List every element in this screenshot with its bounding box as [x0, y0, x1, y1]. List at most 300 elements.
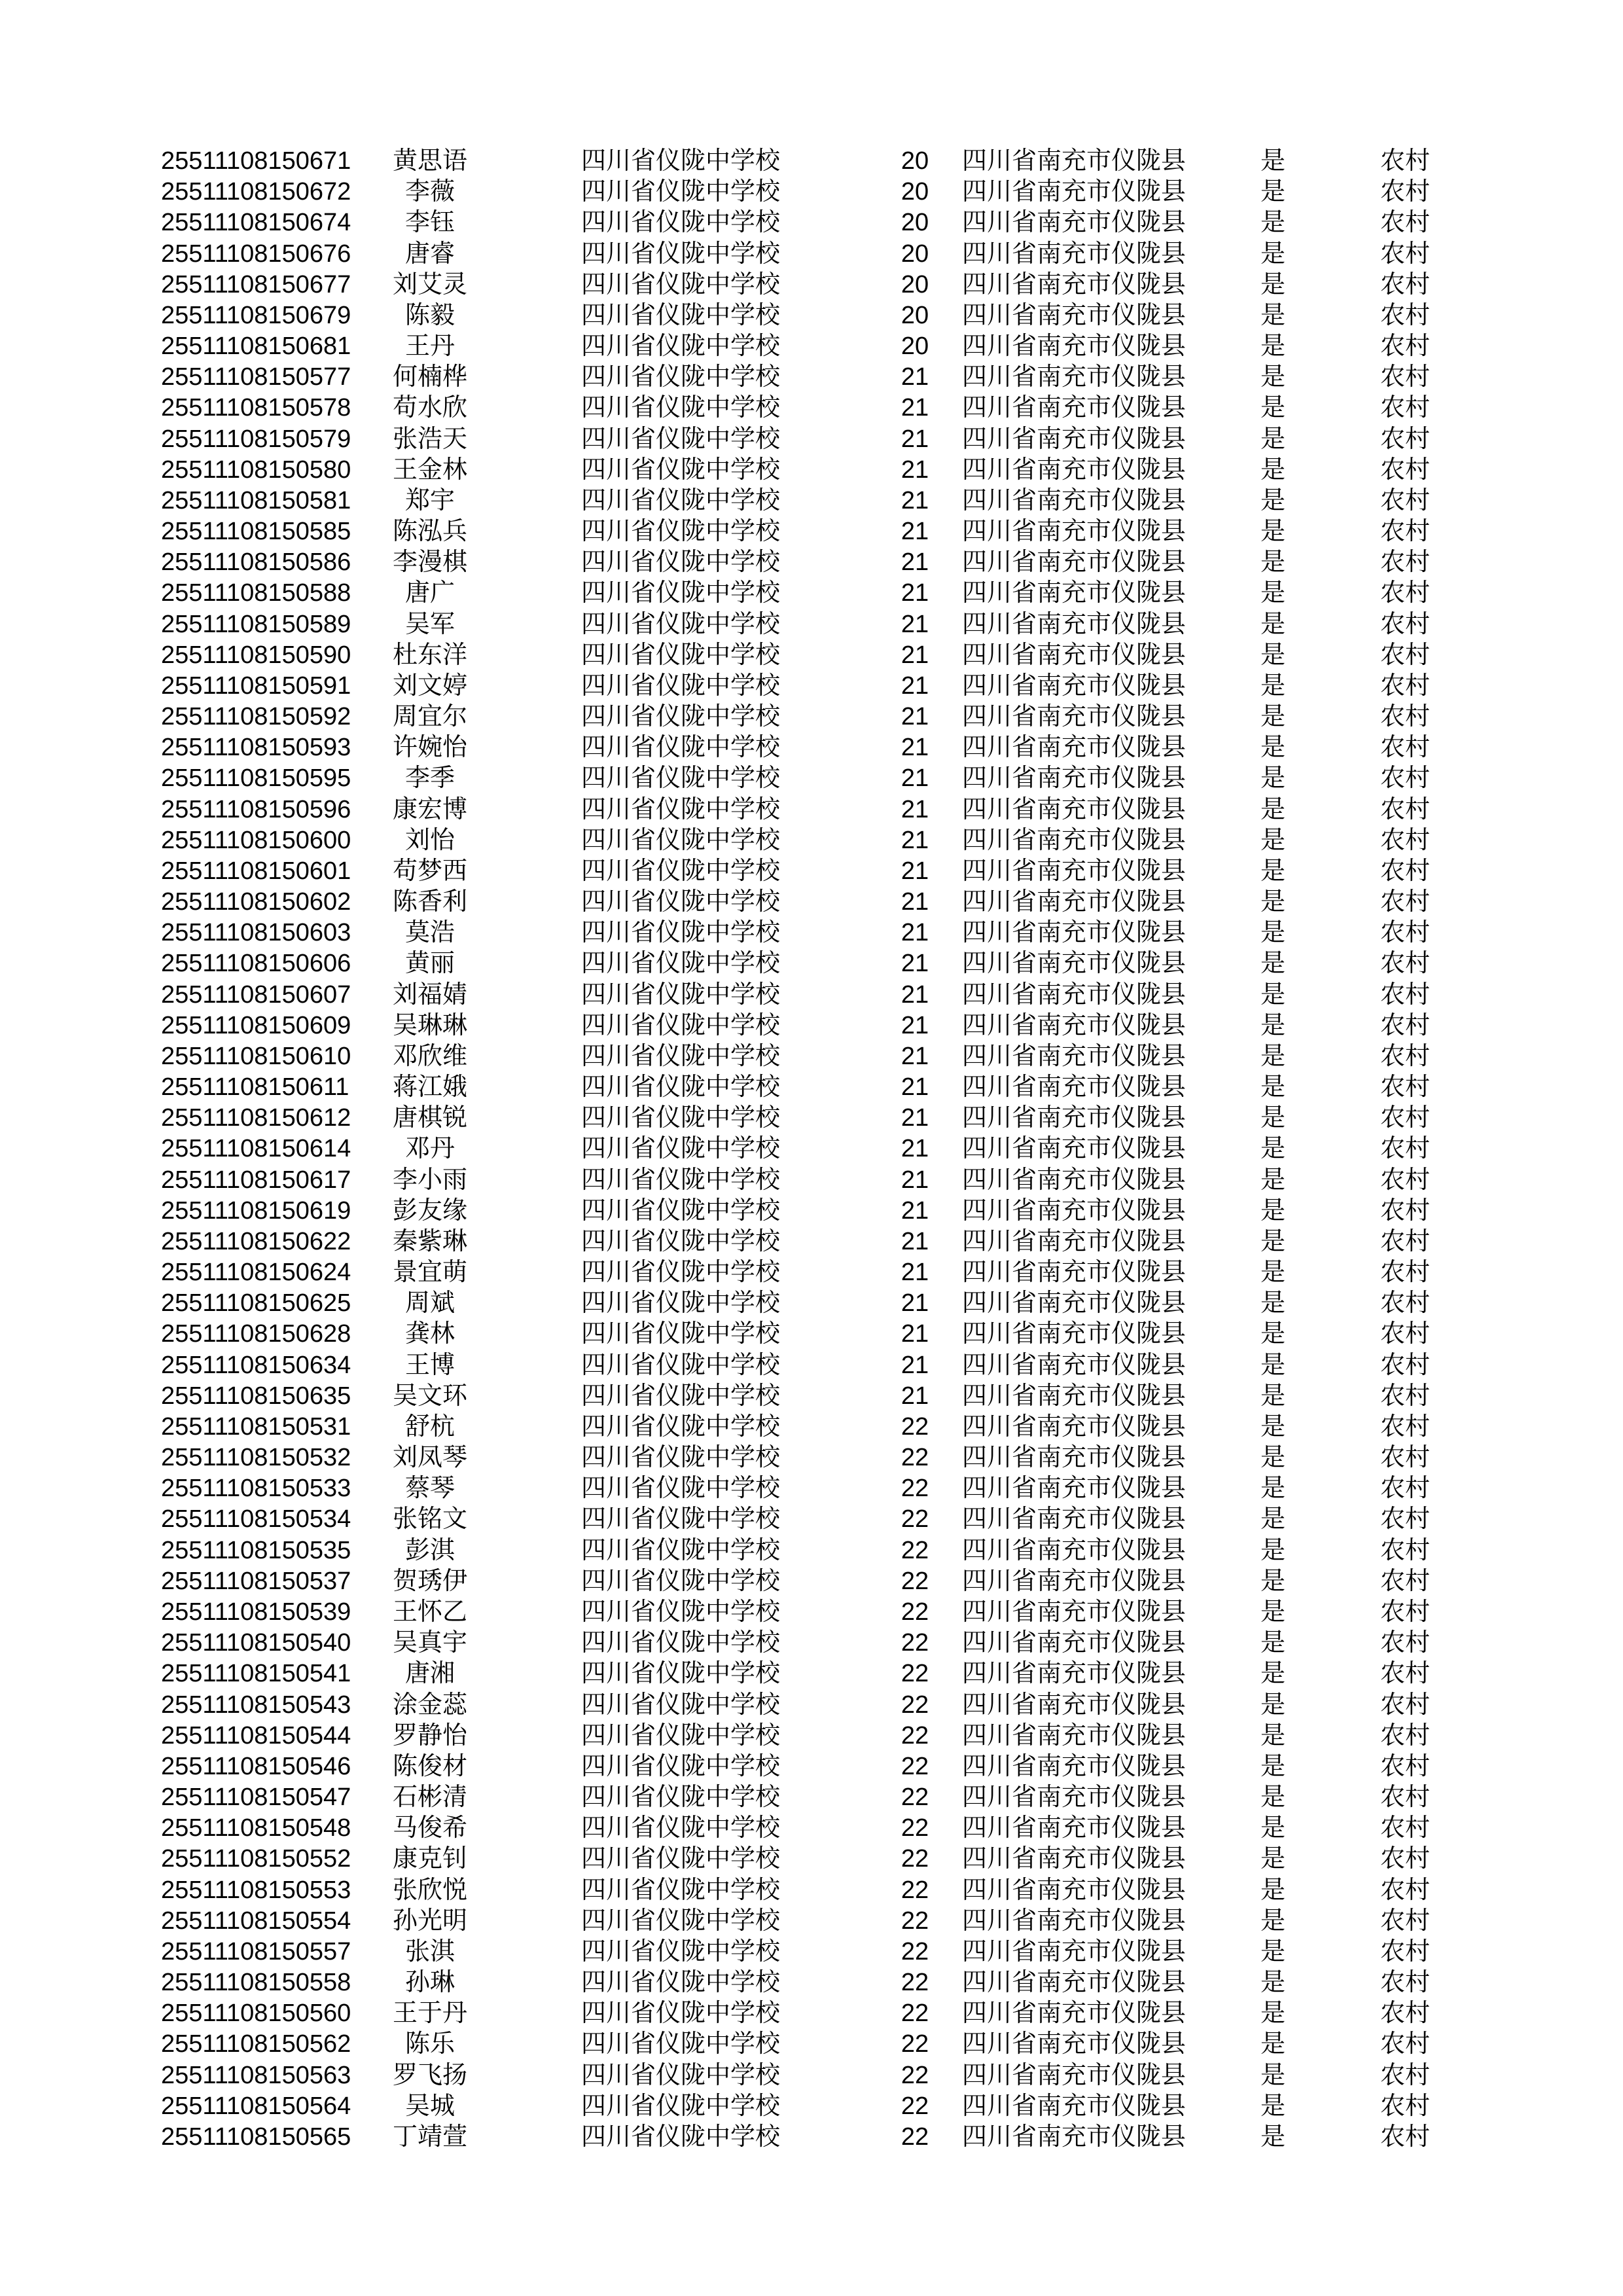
candidate-id: 25511108150546	[161, 1753, 351, 1780]
residence-value: 农村	[1380, 1568, 1430, 1595]
residence-value: 农村	[1380, 1320, 1430, 1348]
school-name: 四川省仪陇中学校	[581, 2062, 781, 2089]
number-value: 21	[901, 796, 929, 823]
candidate-name: 李薇	[404, 178, 455, 206]
school-name: 四川省仪陇中学校	[581, 579, 781, 607]
table-row	[0, 176, 1623, 207]
number-value: 21	[901, 764, 929, 792]
region-name: 四川省南充市仪陇县	[962, 1043, 1186, 1070]
region-name: 四川省南充市仪陇县	[962, 1629, 1186, 1657]
flag-value: 是	[1260, 1753, 1285, 1780]
candidate-name: 王丹	[404, 332, 455, 360]
school-name: 四川省仪陇中学校	[581, 1598, 781, 1626]
school-name: 四川省仪陇中学校	[581, 1938, 781, 1965]
table-row	[0, 1411, 1623, 1443]
table-row	[0, 794, 1623, 825]
candidate-name: 刘怡	[404, 827, 455, 854]
candidate-name: 丁靖萱	[392, 2123, 467, 2151]
school-name: 四川省仪陇中学校	[581, 425, 781, 453]
residence-value: 农村	[1380, 2030, 1430, 2058]
region-name: 四川省南充市仪陇县	[962, 518, 1186, 545]
residence-value: 农村	[1380, 641, 1430, 669]
residence-value: 农村	[1380, 1289, 1430, 1317]
table-row	[0, 762, 1623, 794]
candidate-id: 25511108150595	[161, 764, 351, 792]
school-name: 四川省仪陇中学校	[581, 1166, 781, 1194]
flag-value: 是	[1260, 1660, 1285, 1687]
candidate-name: 邓欣维	[392, 1043, 467, 1070]
table-row	[0, 2090, 1623, 2122]
flag-value: 是	[1260, 734, 1285, 761]
region-name: 四川省南充市仪陇县	[962, 487, 1186, 514]
flag-value: 是	[1260, 703, 1285, 730]
candidate-id: 25511108150590	[161, 641, 351, 669]
candidate-id: 25511108150580	[161, 456, 351, 484]
candidate-name: 陈毅	[404, 302, 455, 329]
candidate-id: 25511108150586	[161, 548, 351, 576]
candidate-name: 吴城	[404, 2092, 455, 2120]
region-name: 四川省南充市仪陇县	[962, 1784, 1186, 1811]
candidate-id: 25511108150607	[161, 981, 351, 1009]
table-row	[0, 547, 1623, 578]
table-row	[0, 1627, 1623, 1659]
candidate-name: 唐睿	[404, 240, 455, 268]
flag-value: 是	[1260, 363, 1285, 391]
school-name: 四川省仪陇中学校	[581, 1784, 781, 1811]
number-value: 21	[901, 1104, 929, 1132]
flag-value: 是	[1260, 1012, 1285, 1039]
school-name: 四川省仪陇中学校	[581, 981, 781, 1009]
region-name: 四川省南充市仪陇县	[962, 641, 1186, 669]
flag-value: 是	[1260, 1784, 1285, 1811]
flag-value: 是	[1260, 1352, 1285, 1379]
table-row	[0, 639, 1623, 671]
number-value: 22	[901, 1938, 929, 1965]
region-name: 四川省南充市仪陇县	[962, 764, 1186, 792]
candidate-id: 25511108150606	[161, 950, 351, 977]
school-name: 四川省仪陇中学校	[581, 1043, 781, 1070]
residence-value: 农村	[1380, 1753, 1430, 1780]
residence-value: 农村	[1380, 1043, 1430, 1070]
school-name: 四川省仪陇中学校	[581, 1135, 781, 1162]
school-name: 四川省仪陇中学校	[581, 1876, 781, 1904]
school-name: 四川省仪陇中学校	[581, 1444, 781, 1471]
school-name: 四川省仪陇中学校	[581, 1753, 781, 1780]
school-name: 四川省仪陇中学校	[581, 209, 781, 236]
table-row	[0, 1535, 1623, 1566]
school-name: 四川省仪陇中学校	[581, 1814, 781, 1842]
flag-value: 是	[1260, 487, 1285, 514]
residence-value: 农村	[1380, 2062, 1430, 2089]
candidate-id: 25511108150596	[161, 796, 351, 823]
table-row	[0, 361, 1623, 393]
school-name: 四川省仪陇中学校	[581, 1413, 781, 1441]
number-value: 21	[901, 1382, 929, 1410]
region-name: 四川省南充市仪陇县	[962, 1845, 1186, 1873]
school-name: 四川省仪陇中学校	[581, 703, 781, 730]
number-value: 21	[901, 1197, 929, 1225]
table-row	[0, 1596, 1623, 1628]
residence-value: 农村	[1380, 611, 1430, 638]
region-name: 四川省南充市仪陇县	[962, 548, 1186, 576]
school-name: 四川省仪陇中学校	[581, 1969, 781, 1996]
number-value: 21	[901, 1073, 929, 1101]
residence-value: 农村	[1380, 1537, 1430, 1564]
region-name: 四川省南充市仪陇县	[962, 1012, 1186, 1039]
region-name: 四川省南充市仪陇县	[962, 950, 1186, 977]
school-name: 四川省仪陇中学校	[581, 1073, 781, 1101]
school-name: 四川省仪陇中学校	[581, 487, 781, 514]
region-name: 四川省南充市仪陇县	[962, 2123, 1186, 2151]
school-name: 四川省仪陇中学校	[581, 1505, 781, 1533]
number-value: 22	[901, 1598, 929, 1626]
candidate-id: 25511108150676	[161, 240, 351, 268]
candidate-name: 吴琳琳	[392, 1012, 467, 1039]
school-name: 四川省仪陇中学校	[581, 1722, 781, 1749]
residence-value: 农村	[1380, 734, 1430, 761]
school-name: 四川省仪陇中学校	[581, 1629, 781, 1657]
candidate-id: 25511108150563	[161, 2062, 351, 2089]
residence-value: 农村	[1380, 1166, 1430, 1194]
number-value: 22	[901, 1784, 929, 1811]
residence-value: 农村	[1380, 332, 1430, 360]
candidate-name: 彭淇	[404, 1537, 455, 1564]
table-row	[0, 1782, 1623, 1813]
number-value: 21	[901, 1043, 929, 1070]
number-value: 21	[901, 456, 929, 484]
residence-value: 农村	[1380, 1352, 1430, 1379]
flag-value: 是	[1260, 1568, 1285, 1595]
residence-value: 农村	[1380, 1259, 1430, 1286]
flag-value: 是	[1260, 1629, 1285, 1657]
region-name: 四川省南充市仪陇县	[962, 2030, 1186, 2058]
candidate-name: 刘文婷	[392, 672, 467, 700]
candidate-id: 25511108150565	[161, 2123, 351, 2151]
table-row	[0, 2060, 1623, 2091]
school-name: 四川省仪陇中学校	[581, 1907, 781, 1935]
residence-value: 农村	[1380, 1382, 1430, 1410]
candidate-name: 周宜尔	[392, 703, 467, 730]
school-name: 四川省仪陇中学校	[581, 456, 781, 484]
school-name: 四川省仪陇中学校	[581, 1845, 781, 1873]
school-name: 四川省仪陇中学校	[581, 332, 781, 360]
candidate-id: 25511108150540	[161, 1629, 351, 1657]
candidate-name: 王博	[404, 1352, 455, 1379]
candidate-name: 涂金蕊	[392, 1691, 467, 1719]
flag-value: 是	[1260, 548, 1285, 576]
number-value: 21	[901, 919, 929, 946]
region-name: 四川省南充市仪陇县	[962, 1969, 1186, 1996]
number-value: 21	[901, 425, 929, 453]
flag-value: 是	[1260, 302, 1285, 329]
school-name: 四川省仪陇中学校	[581, 518, 781, 545]
number-value: 21	[901, 363, 929, 391]
number-value: 22	[901, 1444, 929, 1471]
school-name: 四川省仪陇中学校	[581, 672, 781, 700]
region-name: 四川省南充市仪陇县	[962, 1938, 1186, 1965]
table-row	[0, 609, 1623, 640]
residence-value: 农村	[1380, 240, 1430, 268]
region-name: 四川省南充市仪陇县	[962, 1907, 1186, 1935]
residence-value: 农村	[1380, 950, 1430, 977]
flag-value: 是	[1260, 1166, 1285, 1194]
flag-value: 是	[1260, 1259, 1285, 1286]
school-name: 四川省仪陇中学校	[581, 796, 781, 823]
candidate-id: 25511108150625	[161, 1289, 351, 1317]
number-value: 22	[901, 1814, 929, 1842]
residence-value: 农村	[1380, 1197, 1430, 1225]
table-row	[0, 948, 1623, 979]
number-value: 22	[901, 2092, 929, 2120]
candidate-id: 25511108150672	[161, 178, 351, 206]
flag-value: 是	[1260, 1505, 1285, 1533]
region-name: 四川省南充市仪陇县	[962, 1289, 1186, 1317]
flag-value: 是	[1260, 1413, 1285, 1441]
candidate-id: 25511108150544	[161, 1722, 351, 1749]
residence-value: 农村	[1380, 1845, 1430, 1873]
table-row	[0, 979, 1623, 1011]
region-name: 四川省南充市仪陇县	[962, 857, 1186, 885]
table-row	[0, 1503, 1623, 1535]
candidate-id: 25511108150553	[161, 1876, 351, 1904]
table-row	[0, 1967, 1623, 1998]
region-name: 四川省南充市仪陇县	[962, 1505, 1186, 1533]
region-name: 四川省南充市仪陇县	[962, 919, 1186, 946]
residence-value: 农村	[1380, 363, 1430, 391]
residence-value: 农村	[1380, 827, 1430, 854]
school-name: 四川省仪陇中学校	[581, 1259, 781, 1286]
candidate-name: 唐棋锐	[392, 1104, 467, 1132]
candidate-name: 张铭文	[392, 1505, 467, 1533]
candidate-id: 25511108150531	[161, 1413, 351, 1441]
candidate-id: 25511108150600	[161, 827, 351, 854]
table-row	[0, 300, 1623, 331]
candidate-name: 何楠桦	[392, 363, 467, 391]
table-row	[0, 516, 1623, 547]
flag-value: 是	[1260, 271, 1285, 298]
candidate-name: 李小雨	[392, 1166, 467, 1194]
region-name: 四川省南充市仪陇县	[962, 888, 1186, 916]
school-name: 四川省仪陇中学校	[581, 734, 781, 761]
candidate-name: 唐湘	[404, 1660, 455, 1687]
region-name: 四川省南充市仪陇县	[962, 672, 1186, 700]
candidate-name: 李季	[404, 764, 455, 792]
number-value: 21	[901, 1289, 929, 1317]
candidate-name: 刘福婧	[392, 981, 467, 1009]
region-name: 四川省南充市仪陇县	[962, 1104, 1186, 1132]
candidate-id: 25511108150548	[161, 1814, 351, 1842]
table-row	[0, 1689, 1623, 1721]
number-value: 22	[901, 2123, 929, 2151]
number-value: 22	[901, 1660, 929, 1687]
region-name: 四川省南充市仪陇县	[962, 1876, 1186, 1904]
flag-value: 是	[1260, 1938, 1285, 1965]
number-value: 20	[901, 147, 929, 175]
school-name: 四川省仪陇中学校	[581, 363, 781, 391]
residence-value: 农村	[1380, 1814, 1430, 1842]
residence-value: 农村	[1380, 487, 1430, 514]
table-row	[0, 1566, 1623, 1597]
number-value: 21	[901, 950, 929, 977]
number-value: 21	[901, 518, 929, 545]
region-name: 四川省南充市仪陇县	[962, 1444, 1186, 1471]
school-name: 四川省仪陇中学校	[581, 1320, 781, 1348]
candidate-id: 25511108150619	[161, 1197, 351, 1225]
table-row	[0, 1905, 1623, 1937]
flag-value: 是	[1260, 579, 1285, 607]
candidate-name: 陈泓兵	[392, 518, 467, 545]
residence-value: 农村	[1380, 796, 1430, 823]
region-name: 四川省南充市仪陇县	[962, 1259, 1186, 1286]
table-row	[0, 732, 1623, 763]
school-name: 四川省仪陇中学校	[581, 271, 781, 298]
flag-value: 是	[1260, 240, 1285, 268]
school-name: 四川省仪陇中学校	[581, 1691, 781, 1719]
table-row	[0, 1287, 1623, 1319]
candidate-name: 张欣悦	[392, 1876, 467, 1904]
candidate-name: 苟梦西	[392, 857, 467, 885]
number-value: 22	[901, 2000, 929, 2027]
flag-value: 是	[1260, 425, 1285, 453]
table-row	[0, 2028, 1623, 2060]
number-value: 21	[901, 703, 929, 730]
candidate-name: 邓丹	[404, 1135, 455, 1162]
flag-value: 是	[1260, 147, 1285, 175]
number-value: 20	[901, 332, 929, 360]
number-value: 22	[901, 2062, 929, 2089]
number-value: 20	[901, 209, 929, 236]
candidate-name: 苟水欣	[392, 394, 467, 422]
flag-value: 是	[1260, 1691, 1285, 1719]
region-name: 四川省南充市仪陇县	[962, 1814, 1186, 1842]
candidate-name: 黄思语	[392, 147, 467, 175]
region-name: 四川省南充市仪陇县	[962, 1352, 1186, 1379]
candidate-name: 陈乐	[404, 2030, 455, 2058]
flag-value: 是	[1260, 1444, 1285, 1471]
residence-value: 农村	[1380, 2000, 1430, 2027]
table-row	[0, 454, 1623, 486]
table-row	[0, 1720, 1623, 1751]
number-value: 20	[901, 271, 929, 298]
school-name: 四川省仪陇中学校	[581, 240, 781, 268]
region-name: 四川省南充市仪陇县	[962, 1722, 1186, 1749]
table-row	[0, 855, 1623, 887]
table-row	[0, 423, 1623, 455]
school-name: 四川省仪陇中学校	[581, 302, 781, 329]
number-value: 20	[901, 178, 929, 206]
candidate-name: 王怀乙	[392, 1598, 467, 1626]
candidate-id: 25511108150677	[161, 271, 351, 298]
school-name: 四川省仪陇中学校	[581, 919, 781, 946]
candidate-id: 25511108150535	[161, 1537, 351, 1564]
region-name: 四川省南充市仪陇县	[962, 1382, 1186, 1410]
candidate-id: 25511108150593	[161, 734, 351, 761]
candidate-id: 25511108150532	[161, 1444, 351, 1471]
residence-value: 农村	[1380, 425, 1430, 453]
candidate-name: 唐广	[404, 579, 455, 607]
region-name: 四川省南充市仪陇县	[962, 363, 1186, 391]
candidate-name: 马俊希	[392, 1814, 467, 1842]
flag-value: 是	[1260, 1537, 1285, 1564]
candidate-name: 王金林	[392, 456, 467, 484]
region-name: 四川省南充市仪陇县	[962, 425, 1186, 453]
flag-value: 是	[1260, 518, 1285, 545]
region-name: 四川省南充市仪陇县	[962, 302, 1186, 329]
candidate-id: 25511108150624	[161, 1259, 351, 1286]
number-value: 21	[901, 1352, 929, 1379]
flag-value: 是	[1260, 2000, 1285, 2027]
residence-value: 农村	[1380, 394, 1430, 422]
flag-value: 是	[1260, 950, 1285, 977]
table-row	[0, 1658, 1623, 1689]
school-name: 四川省仪陇中学校	[581, 1289, 781, 1317]
number-value: 21	[901, 734, 929, 761]
residence-value: 农村	[1380, 1722, 1430, 1749]
number-value: 21	[901, 548, 929, 576]
candidate-id: 25511108150603	[161, 919, 351, 946]
candidate-name: 张淇	[404, 1938, 455, 1965]
flag-value: 是	[1260, 456, 1285, 484]
candidate-id: 25511108150554	[161, 1907, 351, 1935]
flag-value: 是	[1260, 2062, 1285, 2089]
residence-value: 农村	[1380, 456, 1430, 484]
residence-value: 农村	[1380, 1876, 1430, 1904]
school-name: 四川省仪陇中学校	[581, 857, 781, 885]
table-row	[0, 207, 1623, 238]
region-name: 四川省南充市仪陇县	[962, 1660, 1186, 1687]
number-value: 20	[901, 240, 929, 268]
number-value: 21	[901, 1259, 929, 1286]
residence-value: 农村	[1380, 1691, 1430, 1719]
candidate-name: 秦紫琳	[392, 1228, 467, 1255]
number-value: 21	[901, 1320, 929, 1348]
school-name: 四川省仪陇中学校	[581, 2000, 781, 2027]
number-value: 22	[901, 2030, 929, 2058]
region-name: 四川省南充市仪陇县	[962, 394, 1186, 422]
candidate-name: 彭友缘	[392, 1197, 467, 1225]
number-value: 22	[901, 1537, 929, 1564]
school-name: 四川省仪陇中学校	[581, 1660, 781, 1687]
flag-value: 是	[1260, 1598, 1285, 1626]
candidate-id: 25511108150589	[161, 611, 351, 638]
school-name: 四川省仪陇中学校	[581, 548, 781, 576]
candidate-name: 王于丹	[392, 2000, 467, 2027]
candidate-id: 25511108150609	[161, 1012, 351, 1039]
region-name: 四川省南充市仪陇县	[962, 1475, 1186, 1502]
number-value: 22	[901, 1691, 929, 1719]
candidate-id: 25511108150612	[161, 1104, 351, 1132]
number-value: 22	[901, 1722, 929, 1749]
table-row	[0, 1071, 1623, 1103]
table-row	[0, 1998, 1623, 2029]
school-name: 四川省仪陇中学校	[581, 611, 781, 638]
table-row	[0, 1751, 1623, 1782]
school-name: 四川省仪陇中学校	[581, 2123, 781, 2151]
candidate-id: 25511108150558	[161, 1969, 351, 1996]
number-value: 21	[901, 487, 929, 514]
number-value: 22	[901, 1845, 929, 1873]
candidate-id: 25511108150681	[161, 332, 351, 360]
table-row	[0, 1843, 1623, 1874]
residence-value: 农村	[1380, 1598, 1430, 1626]
school-name: 四川省仪陇中学校	[581, 394, 781, 422]
residence-value: 农村	[1380, 147, 1430, 175]
candidate-id: 25511108150541	[161, 1660, 351, 1687]
flag-value: 是	[1260, 611, 1285, 638]
school-name: 四川省仪陇中学校	[581, 641, 781, 669]
flag-value: 是	[1260, 888, 1285, 916]
flag-value: 是	[1260, 1043, 1285, 1070]
